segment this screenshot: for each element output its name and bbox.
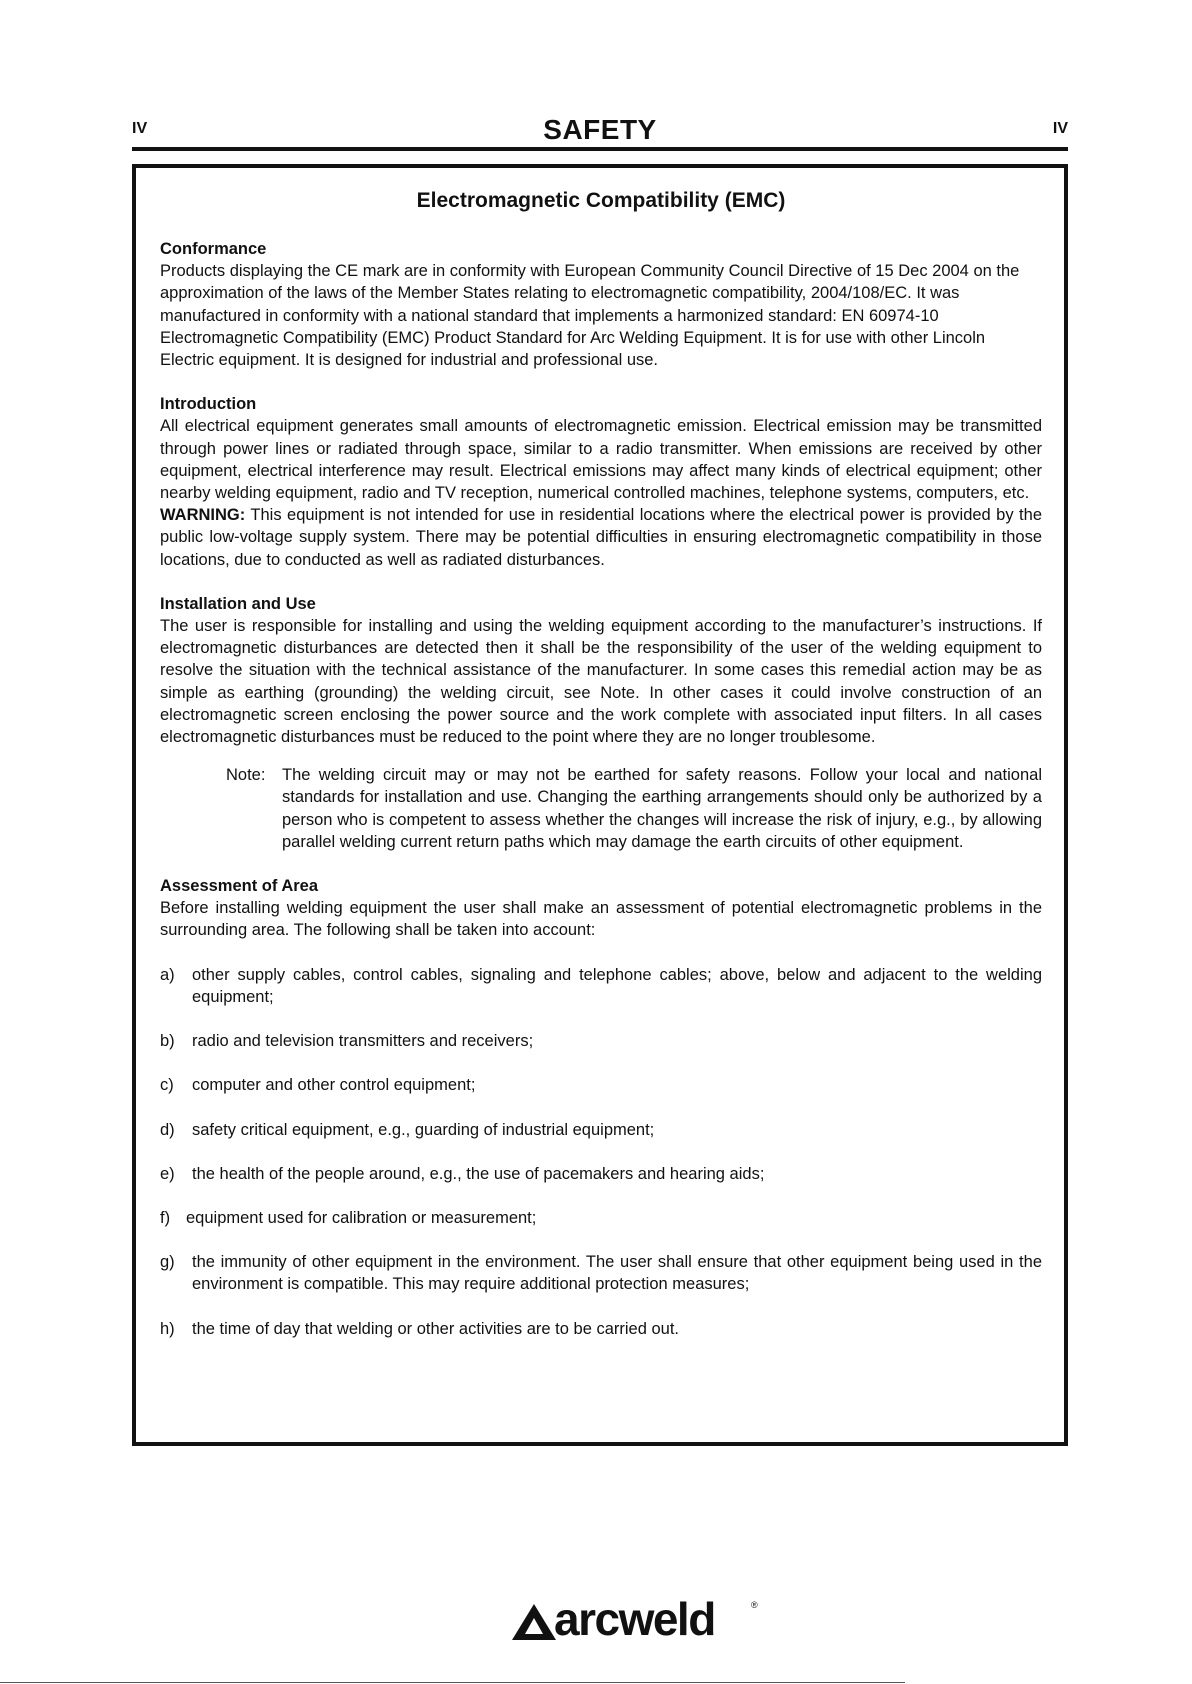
emc-box [132, 164, 1068, 1446]
page-title: SAFETY [543, 114, 657, 145]
list-item-label: h) [160, 1319, 175, 1338]
introduction-heading: Introduction [160, 395, 257, 414]
note-text: The welding circuit may or may not be earthed for safety reasons. Follow your local and national standards for installation and use. Changing the earthing arrangements should only be authorized by a person who is competent to assess whether the changes will increase the risk of injury, e.g., by allowing parallel welding current return paths which may damage the earth circuits of other equipment. [282, 766, 1042, 851]
emc-content [160, 188, 1042, 1362]
installation-heading: Installation and Use [160, 594, 316, 613]
note-block [226, 764, 1042, 853]
page-header [132, 114, 1068, 148]
warning-label: WARNING: [160, 506, 246, 525]
section-introduction [160, 393, 1042, 571]
list-item [160, 1074, 1042, 1096]
list-item-label: d) [160, 1120, 175, 1139]
list-item-label: g) [160, 1253, 175, 1272]
list-item-text: equipment used for calibration or measurement; [186, 1208, 537, 1227]
list-item-label: c) [160, 1076, 174, 1095]
section-installation [160, 593, 1042, 748]
assessment-heading: Assessment of Area [160, 877, 319, 896]
section-conformance [160, 238, 1042, 371]
footer-rule [0, 1682, 905, 1683]
list-item [160, 1207, 1042, 1229]
list-item-text: the immunity of other equipment in the environment. The user shall ensure that other equipment being used in the environment is compatible. This may require additional protection measures; [192, 1253, 1042, 1294]
assessment-list [160, 964, 1042, 1340]
section-assessment [160, 875, 1042, 942]
list-item-label: a) [160, 965, 175, 984]
warning-paragraph [160, 504, 1042, 571]
list-item-label: b) [160, 1032, 175, 1051]
list-item [160, 1251, 1042, 1295]
logo-wordmark: arcweld [554, 1593, 715, 1645]
list-item [160, 1163, 1042, 1185]
assessment-text: Before installing welding equipment the user shall make an assessment of potential electromagnetic problems in the surrounding area. The following shall be taken into account: [160, 899, 1042, 940]
note-label: Note: [226, 766, 266, 785]
conformance-text: Products displaying the CE mark are in conformity with European Community Council Directive of 15 Dec 2004 on the approximation of the laws of the Member States relating to electromagnetic compatibility, 2004/108/EC. It was manufactured in conformity with a national standard that implements a harmonized standard: EN 60974-10 Electromagnetic Compatibility (EMC) Product Standard for Arc Welding Equipment. It is for use with other Lincoln Electric equipment. It is designed for industrial and professional use. [160, 262, 1020, 370]
header-rule [132, 147, 1068, 151]
list-item [160, 1119, 1042, 1141]
list-item-text: safety critical equipment, e.g., guarding of industrial equipment; [192, 1120, 655, 1139]
introduction-text: All electrical equipment generates small amounts of electromagnetic emission. Electrical emission may be transmitted through power lines or radiated through space, similar to a radio transmitter. When emissions are received by other equipment, electrical interference may result. Electrical emissions may affect many kinds of electrical equipment; other nearby welding equipment, radio and TV reception, numerical controlled machines, telephone systems, computers, etc. [160, 417, 1042, 503]
logo-registered-mark: ® [751, 1600, 758, 1610]
list-item [160, 964, 1042, 1008]
list-item-text: other supply cables, control cables, signaling and telephone cables; above, below and adjacent to the welding equipment; [192, 965, 1042, 1006]
list-item-text: radio and television transmitters and receivers; [192, 1032, 534, 1051]
conformance-heading: Conformance [160, 240, 267, 258]
page-number-left: IV [132, 120, 148, 137]
logo-triangle-icon [512, 1604, 556, 1640]
list-item [160, 1318, 1042, 1340]
list-item-text: computer and other control equipment; [192, 1076, 476, 1095]
box-title: Electromagnetic Compatibility (EMC) [416, 189, 786, 212]
list-item [160, 1030, 1042, 1052]
list-item-label: f) [160, 1208, 171, 1227]
warning-text: This equipment is not intended for use in residential locations where the electrical power is provided by the public low-voltage supply system. There may be potential difficulties in ensuring electromagnetic compatibility in those locations, due to conducted as well as radiated disturbances. [160, 506, 1042, 569]
list-item-label: e) [160, 1164, 175, 1183]
page-number-right: IV [1052, 120, 1068, 137]
list-item-text: the health of the people around, e.g., the use of pacemakers and hearing aids; [192, 1164, 765, 1183]
list-item-text: the time of day that welding or other activities are to be carried out. [192, 1319, 680, 1338]
installation-text: The user is responsible for installing and using the welding equipment according to the manufacturer’s instructions. If electromagnetic disturbances are detected then it shall be the responsibility of the user of the welding equipment to resolve the situation with the technical assistance of the manufacturer. In some cases this remedial action may be as simple as earthing (grounding) the welding circuit, see Note. In other cases it could involve construction of an electromagnetic screen enclosing the power source and the work complete with associated input filters. In all cases electromagnetic disturbances must be reduced to the point where they are no longer troublesome. [160, 617, 1042, 747]
arcweld-logo [512, 1593, 762, 1646]
